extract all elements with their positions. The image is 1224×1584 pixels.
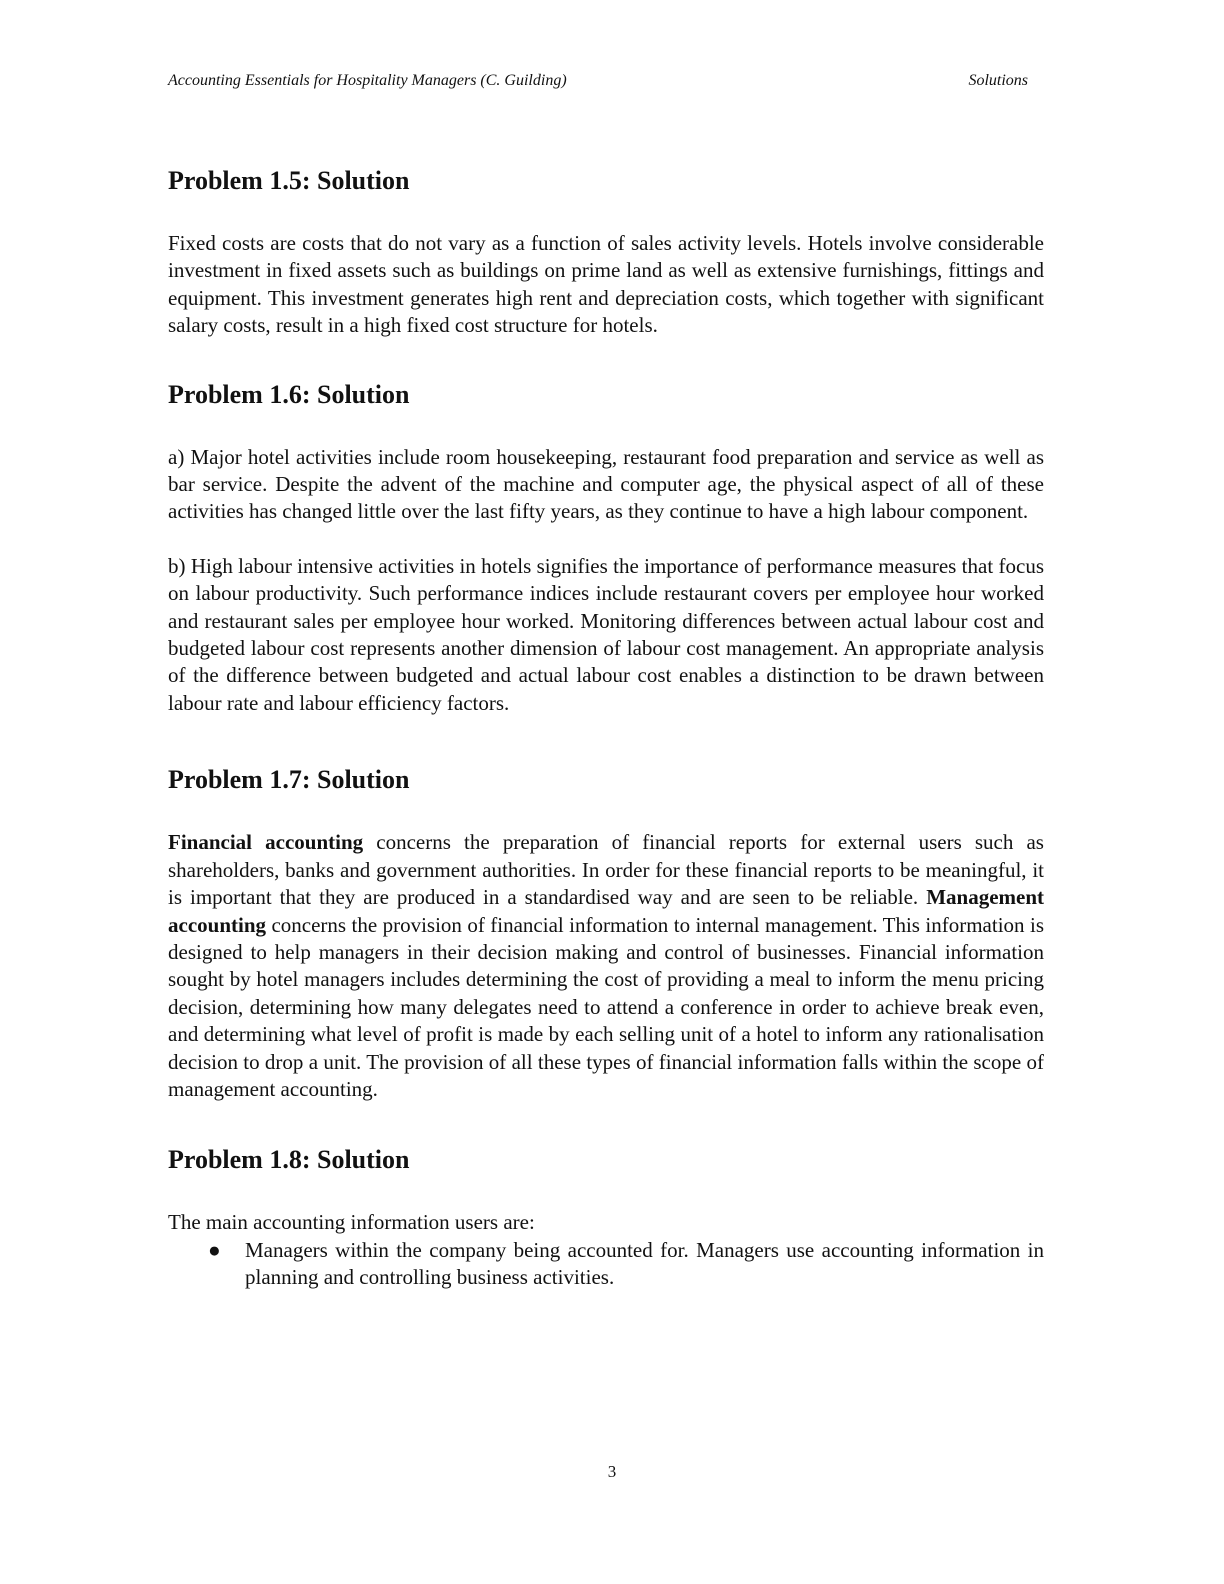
- paragraph: Fixed costs are costs that do not vary as a function of sales activity levels. Hotels involve considerable investment in fixed assets such as buildings on prime land as well as extensive furnishings, fittings and equipment. This investment generates high rent and depreciation costs, which together with significant salary costs, result in a high fixed cost structure for hotels.: [168, 231, 1044, 338]
- page-content: [168, 162, 1044, 1328]
- section-problem-1-6: [168, 376, 1044, 718]
- section-heading: Problem 1.6: Solution: [168, 379, 410, 409]
- term-management-accounting: Management accounting: [168, 885, 1044, 937]
- section-heading: Problem 1.7: Solution: [168, 765, 410, 795]
- paragraph: [168, 829, 1044, 1103]
- section-heading: Problem 1.8: Solution: [168, 1145, 410, 1175]
- header-section-label: Solutions: [968, 72, 1028, 89]
- list-item: [168, 1237, 1044, 1292]
- list-item-text: Managers within the company being accounted for. Managers use accounting information in planning and controlling business activities.: [245, 1237, 1044, 1290]
- paragraph-text-1: concerns the preparation of financial reports for external users such as shareholders, banks and government authorities. In order for these financial reports to be meaningful, it is important that they are produced in a standardised way and are seen to be reliable.: [168, 830, 1044, 910]
- section-problem-1-8: [168, 1141, 1044, 1291]
- running-header: [168, 72, 1028, 94]
- section-problem-1-7: [168, 761, 1044, 1103]
- term-financial-accounting: Financial accounting: [168, 830, 364, 855]
- section-problem-1-5: [168, 162, 1044, 340]
- paragraph-text-2: concerns the provision of financial information to internal management. This information is designed to help managers in their decision making and control of businesses. Financial information sought by hotel managers includes determining the cost of providing a meal to inform the menu pricing decision, determining how many delegates need to attend a conference in order to achieve break even, and determining what level of profit is made by each selling unit of a hotel to inform any rationalisation decision to drop a unit. The provision of all these types of financial information falls within the scope of management accounting.: [168, 912, 1044, 1101]
- paragraph-a: a) Major hotel activities include room housekeeping, restaurant food preparation and service as well as bar service. Despite the advent of the machine and computer age, the physical aspect of all of these activities has changed little over the last fifty years, as they continue to have a high labour component.: [168, 444, 1044, 524]
- paragraph-b: b) High labour intensive activities in hotels signifies the importance of performance measures that focus on labour productivity. Such performance indices include restaurant covers per employee hour worked and restaurant sales per employee hour worked. Monitoring differences between actual labour cost and budgeted labour cost represents another dimension of labour cost management. An appropriate analysis of the difference between budgeted and actual labour cost enables a distinction to be drawn between labour rate and labour efficiency factors.: [168, 553, 1044, 715]
- page-number: 3: [607, 1462, 617, 1481]
- section-heading: Problem 1.5: Solution: [168, 166, 410, 195]
- paragraph-intro: The main accounting information users are:: [168, 1210, 535, 1235]
- header-book-title: Accounting Essentials for Hospitality Managers (C. Guilding): [168, 72, 567, 89]
- bullet-icon: ●: [208, 1237, 221, 1262]
- users-list: [168, 1237, 1044, 1292]
